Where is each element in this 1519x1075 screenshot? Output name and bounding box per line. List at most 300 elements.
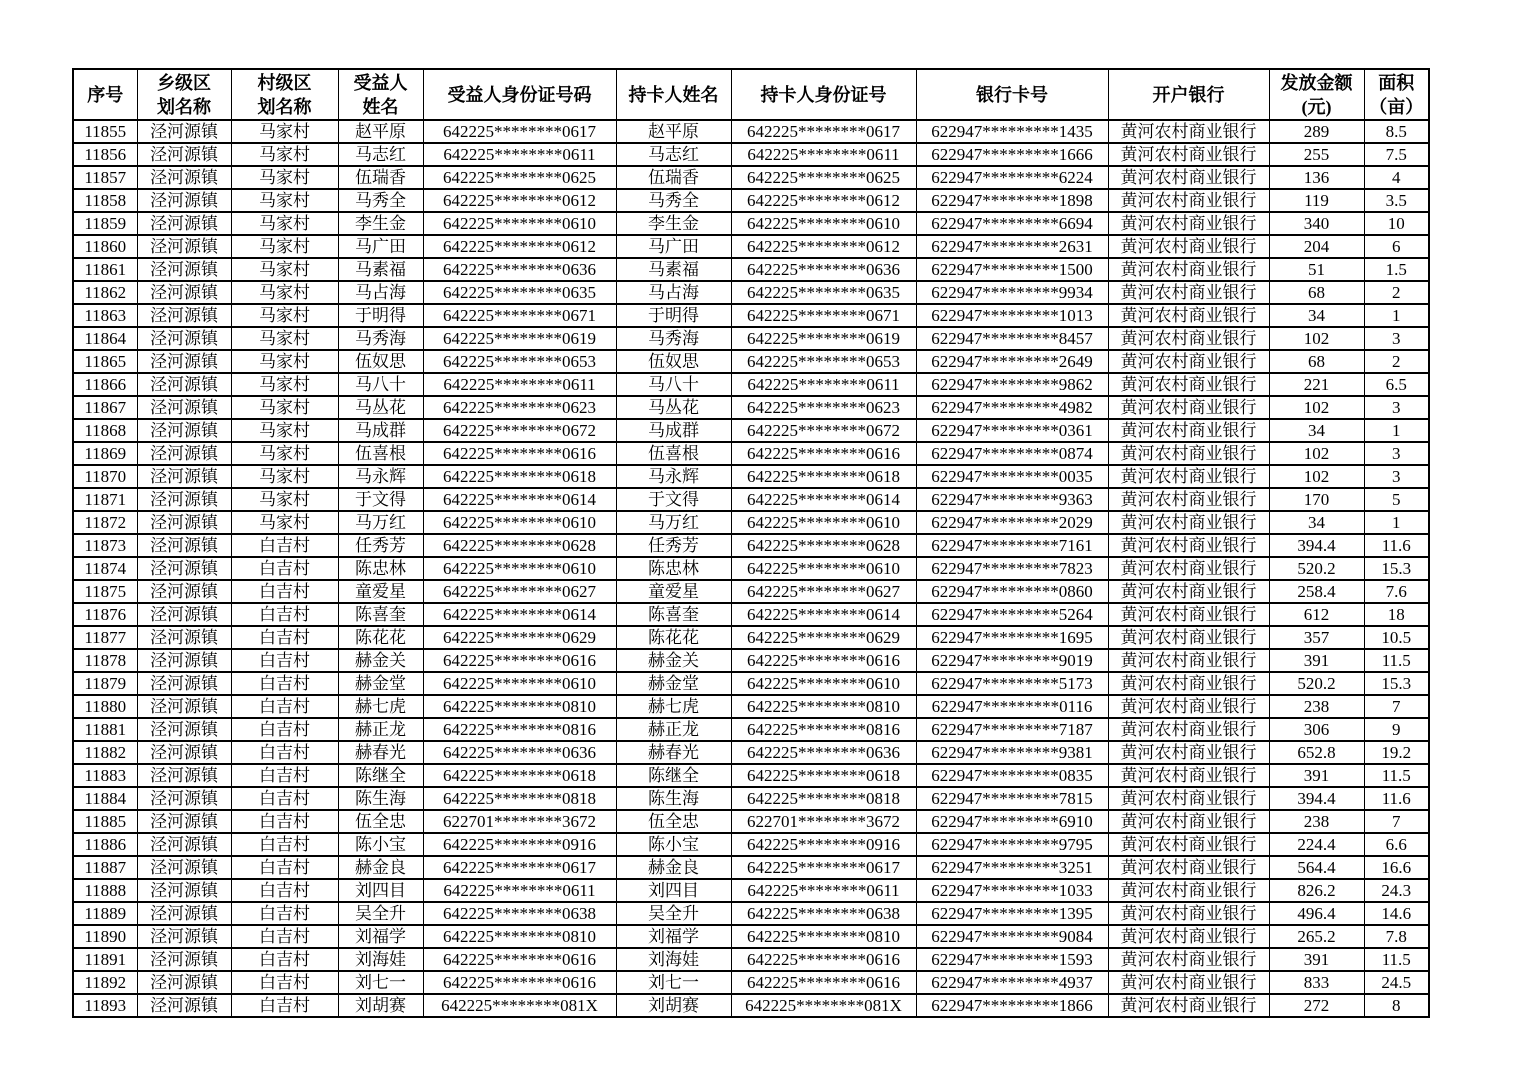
cell-serial: 11864 xyxy=(73,327,137,350)
cell-beneficiary-name: 马志红 xyxy=(338,143,423,166)
cell-village: 白吉村 xyxy=(231,925,338,948)
cell-township: 泾河源镇 xyxy=(137,764,231,787)
column-header-cardholder-id xyxy=(731,69,916,120)
cell-village: 马家村 xyxy=(231,511,338,534)
cell-bank-card-number: 622947*********9934 xyxy=(916,281,1108,304)
cell-cardholder-name: 伍喜根 xyxy=(616,442,731,465)
cell-village: 白吉村 xyxy=(231,741,338,764)
cell-amount-yuan: 265.2 xyxy=(1269,925,1364,948)
cell-cardholder-id: 642225********0638 xyxy=(731,902,916,925)
cell-village: 马家村 xyxy=(231,120,338,143)
cell-cardholder-name: 陈喜奎 xyxy=(616,603,731,626)
cell-cardholder-id: 642225********0616 xyxy=(731,442,916,465)
cell-area-mu: 6 xyxy=(1364,235,1429,258)
cell-beneficiary-name: 马素福 xyxy=(338,258,423,281)
cell-bank-card-number: 622947*********2029 xyxy=(916,511,1108,534)
cell-serial: 11871 xyxy=(73,488,137,511)
cell-area-mu: 5 xyxy=(1364,488,1429,511)
cell-bank-name: 黄河农村商业银行 xyxy=(1108,304,1269,327)
cell-bank-card-number: 622947*********9084 xyxy=(916,925,1108,948)
cell-beneficiary-id: 642225********0611 xyxy=(423,879,616,902)
cell-village: 马家村 xyxy=(231,189,338,212)
cell-village: 白吉村 xyxy=(231,810,338,833)
column-header-line: 姓名 xyxy=(362,96,399,117)
cell-bank-name: 黄河农村商业银行 xyxy=(1108,327,1269,350)
cell-serial: 11872 xyxy=(73,511,137,534)
cell-beneficiary-id: 642225********0611 xyxy=(423,143,616,166)
cell-village: 马家村 xyxy=(231,442,338,465)
column-header-line: 发放金额 xyxy=(1280,72,1353,93)
cell-village: 马家村 xyxy=(231,143,338,166)
cell-serial: 11885 xyxy=(73,810,137,833)
cell-bank-card-number: 622947*********1435 xyxy=(916,120,1108,143)
cell-cardholder-name: 赫金良 xyxy=(616,856,731,879)
cell-area-mu: 1 xyxy=(1364,304,1429,327)
table-row xyxy=(73,419,1429,442)
table-body xyxy=(73,120,1429,1017)
cell-beneficiary-id: 642225********0653 xyxy=(423,350,616,373)
cell-beneficiary-name: 李生金 xyxy=(338,212,423,235)
cell-cardholder-name: 赫七虎 xyxy=(616,695,731,718)
cell-bank-card-number: 622947*********7815 xyxy=(916,787,1108,810)
cell-amount-yuan: 68 xyxy=(1269,281,1364,304)
cell-serial: 11858 xyxy=(73,189,137,212)
cell-area-mu: 11.5 xyxy=(1364,948,1429,971)
table-row xyxy=(73,235,1429,258)
cell-village: 马家村 xyxy=(231,419,338,442)
cell-cardholder-name: 刘七一 xyxy=(616,971,731,994)
cell-bank-name: 黄河农村商业银行 xyxy=(1108,281,1269,304)
cell-beneficiary-id: 642225********0612 xyxy=(423,235,616,258)
cell-township: 泾河源镇 xyxy=(137,902,231,925)
cell-serial: 11889 xyxy=(73,902,137,925)
cell-beneficiary-id: 642225********0636 xyxy=(423,741,616,764)
table-row xyxy=(73,741,1429,764)
cell-bank-name: 黄河农村商业银行 xyxy=(1108,649,1269,672)
cell-village: 白吉村 xyxy=(231,971,338,994)
cell-beneficiary-id: 642225********0810 xyxy=(423,925,616,948)
cell-cardholder-id: 642225********0612 xyxy=(731,235,916,258)
cell-cardholder-id: 642225********081X xyxy=(731,994,916,1017)
table-row xyxy=(73,902,1429,925)
cell-village: 马家村 xyxy=(231,235,338,258)
cell-bank-name: 黄河农村商业银行 xyxy=(1108,534,1269,557)
cell-cardholder-name: 马广田 xyxy=(616,235,731,258)
cell-amount-yuan: 51 xyxy=(1269,258,1364,281)
cell-beneficiary-name: 赫正龙 xyxy=(338,718,423,741)
cell-cardholder-name: 陈继全 xyxy=(616,764,731,787)
cell-amount-yuan: 224.4 xyxy=(1269,833,1364,856)
cell-village: 马家村 xyxy=(231,212,338,235)
cell-area-mu: 3 xyxy=(1364,442,1429,465)
cell-beneficiary-id: 642225********0636 xyxy=(423,258,616,281)
cell-area-mu: 8.5 xyxy=(1364,120,1429,143)
cell-amount-yuan: 520.2 xyxy=(1269,557,1364,580)
cell-cardholder-id: 642225********0625 xyxy=(731,166,916,189)
table-row xyxy=(73,488,1429,511)
table-row xyxy=(73,166,1429,189)
cell-bank-card-number: 622947*********4982 xyxy=(916,396,1108,419)
cell-township: 泾河源镇 xyxy=(137,419,231,442)
cell-beneficiary-id: 642225********0618 xyxy=(423,764,616,787)
table-row xyxy=(73,281,1429,304)
cell-bank-card-number: 622947*********7161 xyxy=(916,534,1108,557)
cell-village: 马家村 xyxy=(231,327,338,350)
cell-area-mu: 3 xyxy=(1364,465,1429,488)
cell-cardholder-id: 642225********0618 xyxy=(731,465,916,488)
cell-amount-yuan: 612 xyxy=(1269,603,1364,626)
cell-township: 泾河源镇 xyxy=(137,925,231,948)
cell-beneficiary-name: 马占海 xyxy=(338,281,423,304)
cell-bank-name: 黄河农村商业银行 xyxy=(1108,603,1269,626)
cell-serial: 11855 xyxy=(73,120,137,143)
cell-cardholder-name: 刘四目 xyxy=(616,879,731,902)
cell-serial: 11888 xyxy=(73,879,137,902)
cell-area-mu: 4 xyxy=(1364,166,1429,189)
table-row xyxy=(73,925,1429,948)
cell-village: 白吉村 xyxy=(231,948,338,971)
column-header-line: 面积 xyxy=(1378,72,1415,93)
cell-bank-name: 黄河农村商业银行 xyxy=(1108,879,1269,902)
cell-township: 泾河源镇 xyxy=(137,971,231,994)
cell-serial: 11860 xyxy=(73,235,137,258)
table-row xyxy=(73,695,1429,718)
table-row xyxy=(73,442,1429,465)
column-header-line: （亩） xyxy=(1369,96,1424,117)
cell-serial: 11863 xyxy=(73,304,137,327)
cell-beneficiary-name: 陈继全 xyxy=(338,764,423,787)
cell-township: 泾河源镇 xyxy=(137,879,231,902)
cell-cardholder-name: 马丛花 xyxy=(616,396,731,419)
cell-bank-card-number: 622947*********9795 xyxy=(916,833,1108,856)
cell-bank-card-number: 622947*********1666 xyxy=(916,143,1108,166)
cell-village: 白吉村 xyxy=(231,695,338,718)
cell-beneficiary-id: 642225********0614 xyxy=(423,603,616,626)
cell-bank-name: 黄河农村商业银行 xyxy=(1108,373,1269,396)
cell-cardholder-name: 马万红 xyxy=(616,511,731,534)
cell-cardholder-id: 642225********0611 xyxy=(731,879,916,902)
cell-beneficiary-name: 赫七虎 xyxy=(338,695,423,718)
cell-bank-card-number: 622947*********7187 xyxy=(916,718,1108,741)
cell-beneficiary-id: 642225********0617 xyxy=(423,856,616,879)
cell-area-mu: 7.6 xyxy=(1364,580,1429,603)
column-header-line: 持卡人身份证号 xyxy=(760,84,887,105)
cell-beneficiary-id: 642225********0616 xyxy=(423,971,616,994)
cell-village: 马家村 xyxy=(231,258,338,281)
cell-amount-yuan: 34 xyxy=(1269,511,1364,534)
table-row xyxy=(73,189,1429,212)
column-header-line: 银行卡号 xyxy=(976,84,1048,105)
column-header-line: 开户银行 xyxy=(1152,84,1225,105)
cell-village: 白吉村 xyxy=(231,787,338,810)
cell-township: 泾河源镇 xyxy=(137,948,231,971)
cell-bank-card-number: 622947*********2631 xyxy=(916,235,1108,258)
cell-bank-card-number: 622947*********9381 xyxy=(916,741,1108,764)
cell-bank-name: 黄河农村商业银行 xyxy=(1108,925,1269,948)
cell-bank-name: 黄河农村商业银行 xyxy=(1108,810,1269,833)
cell-bank-name: 黄河农村商业银行 xyxy=(1108,741,1269,764)
cell-cardholder-name: 赫正龙 xyxy=(616,718,731,741)
cell-cardholder-name: 伍奴思 xyxy=(616,350,731,373)
cell-beneficiary-id: 622701********3672 xyxy=(423,810,616,833)
column-header-line: 划名称 xyxy=(257,96,312,117)
cell-township: 泾河源镇 xyxy=(137,787,231,810)
cell-area-mu: 24.5 xyxy=(1364,971,1429,994)
cell-township: 泾河源镇 xyxy=(137,350,231,373)
cell-area-mu: 1 xyxy=(1364,419,1429,442)
cell-amount-yuan: 394.4 xyxy=(1269,534,1364,557)
cell-bank-card-number: 622947*********9862 xyxy=(916,373,1108,396)
cell-area-mu: 1.5 xyxy=(1364,258,1429,281)
cell-beneficiary-id: 642225********0616 xyxy=(423,948,616,971)
cell-village: 白吉村 xyxy=(231,994,338,1017)
cell-bank-card-number: 622947*********1866 xyxy=(916,994,1108,1017)
cell-amount-yuan: 204 xyxy=(1269,235,1364,258)
cell-bank-name: 黄河农村商业银行 xyxy=(1108,419,1269,442)
table-row xyxy=(73,948,1429,971)
cell-beneficiary-id: 642225********081X xyxy=(423,994,616,1017)
cell-cardholder-name: 童爱星 xyxy=(616,580,731,603)
cell-cardholder-id: 642225********0628 xyxy=(731,534,916,557)
cell-township: 泾河源镇 xyxy=(137,856,231,879)
cell-township: 泾河源镇 xyxy=(137,695,231,718)
cell-cardholder-name: 刘福学 xyxy=(616,925,731,948)
cell-beneficiary-name: 刘海娃 xyxy=(338,948,423,971)
cell-bank-card-number: 622947*********8457 xyxy=(916,327,1108,350)
cell-village: 白吉村 xyxy=(231,879,338,902)
cell-bank-card-number: 622947*********1395 xyxy=(916,902,1108,925)
table-row xyxy=(73,603,1429,626)
cell-bank-name: 黄河农村商业银行 xyxy=(1108,442,1269,465)
cell-amount-yuan: 826.2 xyxy=(1269,879,1364,902)
cell-village: 马家村 xyxy=(231,166,338,189)
cell-cardholder-id: 642225********0610 xyxy=(731,212,916,235)
cell-cardholder-id: 642225********0627 xyxy=(731,580,916,603)
cell-cardholder-name: 伍全忠 xyxy=(616,810,731,833)
cell-village: 白吉村 xyxy=(231,672,338,695)
cell-cardholder-id: 642225********0818 xyxy=(731,787,916,810)
cell-serial: 11877 xyxy=(73,626,137,649)
cell-serial: 11867 xyxy=(73,396,137,419)
cell-area-mu: 3 xyxy=(1364,396,1429,419)
cell-serial: 11876 xyxy=(73,603,137,626)
cell-bank-card-number: 622947*********5173 xyxy=(916,672,1108,695)
cell-beneficiary-name: 马万红 xyxy=(338,511,423,534)
cell-beneficiary-name: 伍瑞香 xyxy=(338,166,423,189)
cell-amount-yuan: 238 xyxy=(1269,695,1364,718)
cell-amount-yuan: 391 xyxy=(1269,948,1364,971)
cell-amount-yuan: 34 xyxy=(1269,419,1364,442)
cell-amount-yuan: 102 xyxy=(1269,442,1364,465)
cell-cardholder-name: 马八十 xyxy=(616,373,731,396)
cell-beneficiary-id: 642225********0619 xyxy=(423,327,616,350)
cell-beneficiary-name: 童爱星 xyxy=(338,580,423,603)
cell-area-mu: 19.2 xyxy=(1364,741,1429,764)
cell-township: 泾河源镇 xyxy=(137,810,231,833)
table-row xyxy=(73,143,1429,166)
cell-serial: 11882 xyxy=(73,741,137,764)
cell-bank-card-number: 622947*********0860 xyxy=(916,580,1108,603)
cell-amount-yuan: 391 xyxy=(1269,764,1364,787)
cell-bank-name: 黄河农村商业银行 xyxy=(1108,350,1269,373)
cell-area-mu: 9 xyxy=(1364,718,1429,741)
cell-beneficiary-id: 642225********0635 xyxy=(423,281,616,304)
cell-bank-card-number: 622947*********1593 xyxy=(916,948,1108,971)
cell-amount-yuan: 258.4 xyxy=(1269,580,1364,603)
cell-beneficiary-name: 马秀海 xyxy=(338,327,423,350)
cell-bank-card-number: 622947*********0116 xyxy=(916,695,1108,718)
cell-township: 泾河源镇 xyxy=(137,741,231,764)
cell-serial: 11865 xyxy=(73,350,137,373)
cell-area-mu: 8 xyxy=(1364,994,1429,1017)
cell-cardholder-id: 642225********0623 xyxy=(731,396,916,419)
column-header-line: 乡级区 xyxy=(157,72,211,93)
cell-beneficiary-id: 642225********0611 xyxy=(423,373,616,396)
column-header-line: 划名称 xyxy=(157,96,211,117)
cell-township: 泾河源镇 xyxy=(137,511,231,534)
cell-beneficiary-name: 吴全升 xyxy=(338,902,423,925)
cell-bank-card-number: 622947*********1500 xyxy=(916,258,1108,281)
cell-township: 泾河源镇 xyxy=(137,649,231,672)
column-header-bank-name xyxy=(1108,69,1269,120)
cell-township: 泾河源镇 xyxy=(137,603,231,626)
cell-beneficiary-name: 马丛花 xyxy=(338,396,423,419)
cell-village: 白吉村 xyxy=(231,557,338,580)
cell-beneficiary-name: 于文得 xyxy=(338,488,423,511)
cell-township: 泾河源镇 xyxy=(137,580,231,603)
column-header-amount-yuan xyxy=(1269,69,1364,120)
cell-bank-card-number: 622947*********6694 xyxy=(916,212,1108,235)
cell-beneficiary-id: 642225********0816 xyxy=(423,718,616,741)
cell-amount-yuan: 238 xyxy=(1269,810,1364,833)
cell-serial: 11880 xyxy=(73,695,137,718)
table-row xyxy=(73,580,1429,603)
cell-beneficiary-id: 642225********0610 xyxy=(423,212,616,235)
table-row xyxy=(73,120,1429,143)
cell-area-mu: 3 xyxy=(1364,327,1429,350)
cell-village: 白吉村 xyxy=(231,534,338,557)
cell-serial: 11881 xyxy=(73,718,137,741)
table-row xyxy=(73,787,1429,810)
cell-bank-name: 黄河农村商业银行 xyxy=(1108,557,1269,580)
cell-cardholder-name: 马占海 xyxy=(616,281,731,304)
cell-cardholder-id: 642225********0611 xyxy=(731,373,916,396)
cell-village: 白吉村 xyxy=(231,764,338,787)
cell-cardholder-id: 642225********0610 xyxy=(731,672,916,695)
cell-area-mu: 11.5 xyxy=(1364,764,1429,787)
table-row xyxy=(73,465,1429,488)
cell-bank-name: 黄河农村商业银行 xyxy=(1108,856,1269,879)
cell-bank-name: 黄河农村商业银行 xyxy=(1108,488,1269,511)
cell-cardholder-name: 马素福 xyxy=(616,258,731,281)
cell-bank-card-number: 622947*********7823 xyxy=(916,557,1108,580)
cell-village: 白吉村 xyxy=(231,649,338,672)
table-row xyxy=(73,994,1429,1017)
cell-township: 泾河源镇 xyxy=(137,235,231,258)
cell-village: 白吉村 xyxy=(231,580,338,603)
cell-serial: 11884 xyxy=(73,787,137,810)
cell-village: 白吉村 xyxy=(231,856,338,879)
cell-amount-yuan: 357 xyxy=(1269,626,1364,649)
cell-cardholder-id: 642225********0672 xyxy=(731,419,916,442)
table-row xyxy=(73,971,1429,994)
cell-bank-card-number: 622947*********1898 xyxy=(916,189,1108,212)
cell-cardholder-id: 642225********0618 xyxy=(731,764,916,787)
cell-township: 泾河源镇 xyxy=(137,373,231,396)
cell-township: 泾河源镇 xyxy=(137,557,231,580)
cell-township: 泾河源镇 xyxy=(137,281,231,304)
cell-bank-name: 黄河农村商业银行 xyxy=(1108,166,1269,189)
cell-beneficiary-id: 642225********0614 xyxy=(423,488,616,511)
cell-bank-name: 黄河农村商业银行 xyxy=(1108,672,1269,695)
cell-area-mu: 11.6 xyxy=(1364,787,1429,810)
cell-cardholder-id: 642225********0816 xyxy=(731,718,916,741)
column-header-beneficiary-name xyxy=(338,69,423,120)
cell-amount-yuan: 391 xyxy=(1269,649,1364,672)
cell-beneficiary-name: 马八十 xyxy=(338,373,423,396)
table-row xyxy=(73,833,1429,856)
cell-cardholder-name: 马永辉 xyxy=(616,465,731,488)
cell-beneficiary-id: 642225********0612 xyxy=(423,189,616,212)
cell-bank-name: 黄河农村商业银行 xyxy=(1108,258,1269,281)
cell-serial: 11887 xyxy=(73,856,137,879)
cell-area-mu: 14.6 xyxy=(1364,902,1429,925)
cell-bank-card-number: 622947*********1033 xyxy=(916,879,1108,902)
cell-bank-card-number: 622947*********3251 xyxy=(916,856,1108,879)
cell-amount-yuan: 102 xyxy=(1269,465,1364,488)
cell-amount-yuan: 34 xyxy=(1269,304,1364,327)
cell-area-mu: 16.6 xyxy=(1364,856,1429,879)
cell-cardholder-name: 陈花花 xyxy=(616,626,731,649)
cell-village: 马家村 xyxy=(231,281,338,304)
cell-area-mu: 10.5 xyxy=(1364,626,1429,649)
cell-bank-name: 黄河农村商业银行 xyxy=(1108,580,1269,603)
cell-cardholder-name: 李生金 xyxy=(616,212,731,235)
cell-beneficiary-id: 642225********0610 xyxy=(423,672,616,695)
cell-cardholder-id: 642225********0610 xyxy=(731,511,916,534)
cell-area-mu: 10 xyxy=(1364,212,1429,235)
cell-township: 泾河源镇 xyxy=(137,304,231,327)
cell-bank-name: 黄河农村商业银行 xyxy=(1108,626,1269,649)
column-header-cardholder-name xyxy=(616,69,731,120)
cell-serial: 11873 xyxy=(73,534,137,557)
cell-cardholder-name: 马成群 xyxy=(616,419,731,442)
cell-bank-card-number: 622947*********2649 xyxy=(916,350,1108,373)
cell-township: 泾河源镇 xyxy=(137,994,231,1017)
cell-amount-yuan: 136 xyxy=(1269,166,1364,189)
cell-cardholder-name: 刘胡赛 xyxy=(616,994,731,1017)
cell-bank-name: 黄河农村商业银行 xyxy=(1108,235,1269,258)
cell-bank-name: 黄河农村商业银行 xyxy=(1108,718,1269,741)
cell-beneficiary-id: 642225********0671 xyxy=(423,304,616,327)
cell-serial: 11857 xyxy=(73,166,137,189)
cell-village: 白吉村 xyxy=(231,603,338,626)
cell-cardholder-id: 642225********0617 xyxy=(731,120,916,143)
cell-amount-yuan: 272 xyxy=(1269,994,1364,1017)
cell-amount-yuan: 520.2 xyxy=(1269,672,1364,695)
cell-township: 泾河源镇 xyxy=(137,442,231,465)
cell-area-mu: 18 xyxy=(1364,603,1429,626)
cell-cardholder-name: 赫金关 xyxy=(616,649,731,672)
cell-serial: 11893 xyxy=(73,994,137,1017)
cell-amount-yuan: 102 xyxy=(1269,327,1364,350)
cell-beneficiary-id: 642225********0623 xyxy=(423,396,616,419)
cell-beneficiary-name: 赵平原 xyxy=(338,120,423,143)
cell-village: 马家村 xyxy=(231,373,338,396)
table-row xyxy=(73,649,1429,672)
cell-bank-card-number: 622947*********6910 xyxy=(916,810,1108,833)
cell-amount-yuan: 833 xyxy=(1269,971,1364,994)
